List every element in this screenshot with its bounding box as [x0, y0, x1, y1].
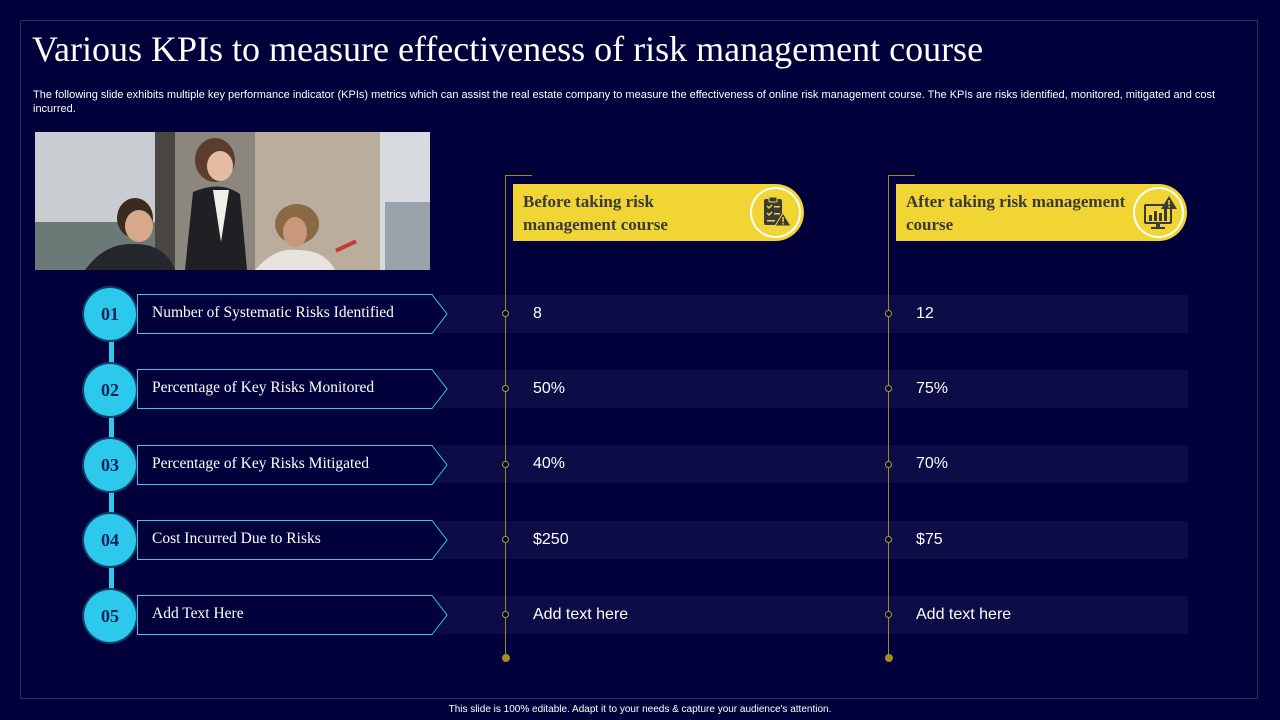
before-line-end-dot [502, 654, 510, 662]
before-value-4: $250 [533, 531, 569, 548]
before-row-dot-2 [502, 385, 509, 392]
kpi-label-box-5 [137, 595, 447, 635]
kpi-number-badge-2: 02 [84, 364, 136, 416]
kpi-label-5: Add Text Here [152, 605, 244, 622]
kpi-row-band-1 [438, 295, 1188, 333]
chart-warning-icon [1133, 187, 1184, 238]
before-row-dot-5 [502, 611, 509, 618]
after-row-dot-3 [885, 461, 892, 468]
after-column-header [896, 184, 1187, 241]
after-value-3: 70% [916, 455, 949, 472]
before-row-dot-1 [502, 310, 509, 317]
before-connector-top [505, 175, 532, 176]
before-value-2: 50% [533, 380, 566, 397]
after-value-2: 75% [916, 380, 949, 397]
kpi-number-badge-5: 05 [84, 590, 136, 642]
before-value-5: Add text here [533, 606, 629, 623]
before-row-dot-4 [502, 536, 509, 543]
kpi-number-badge-4: 04 [84, 514, 136, 566]
page-subtitle: The following slide exhibits multiple key performance indicator (KPIs) metrics which can assist the real estate company to measure the effectiveness of online risk management course. The KPIs are risks identified, monitored, mitigated and cost incurred. [33, 89, 1216, 115]
before-column-title: Before taking risk management course [523, 192, 668, 234]
after-connector-top [888, 175, 915, 176]
kpi-label-box-4 [137, 520, 447, 560]
after-value-1: 12 [916, 305, 934, 322]
before-value-3: 40% [533, 455, 566, 472]
kpi-label-3: Percentage of Key Risks Mitigated [152, 455, 369, 472]
clipboard-warning-icon [750, 187, 801, 238]
before-row-dot-3 [502, 461, 509, 468]
kpi-label-1: Number of Systematic Risks Identified [152, 304, 394, 321]
after-row-dot-4 [885, 536, 892, 543]
after-row-dot-2 [885, 385, 892, 392]
after-column-line [888, 175, 889, 660]
kpi-label-box-2 [137, 369, 447, 409]
after-row-dot-5 [885, 611, 892, 618]
page-title: Various KPIs to measure effectiveness of risk management course [32, 29, 984, 69]
after-column-title: After taking risk management course [906, 192, 1126, 234]
after-value-4: $75 [916, 531, 943, 548]
before-column-header [513, 184, 804, 241]
kpi-label-4: Cost Incurred Due to Risks [152, 530, 321, 547]
kpi-label-2: Percentage of Key Risks Monitored [152, 379, 375, 396]
after-value-5: Add text here [916, 606, 1012, 623]
kpi-number-badge-3: 03 [84, 439, 136, 491]
kpi-label-box-1 [137, 294, 447, 334]
after-line-end-dot [885, 654, 893, 662]
team-meeting-photo [35, 132, 430, 270]
footer-note: This slide is 100% editable. Adapt it to your needs & capture your audience's attention. [448, 704, 832, 715]
before-value-1: 8 [533, 305, 542, 322]
kpi-number-badge-1: 01 [84, 288, 136, 340]
kpi-label-box-3 [137, 445, 447, 485]
before-column-line [505, 175, 506, 660]
after-row-dot-1 [885, 310, 892, 317]
